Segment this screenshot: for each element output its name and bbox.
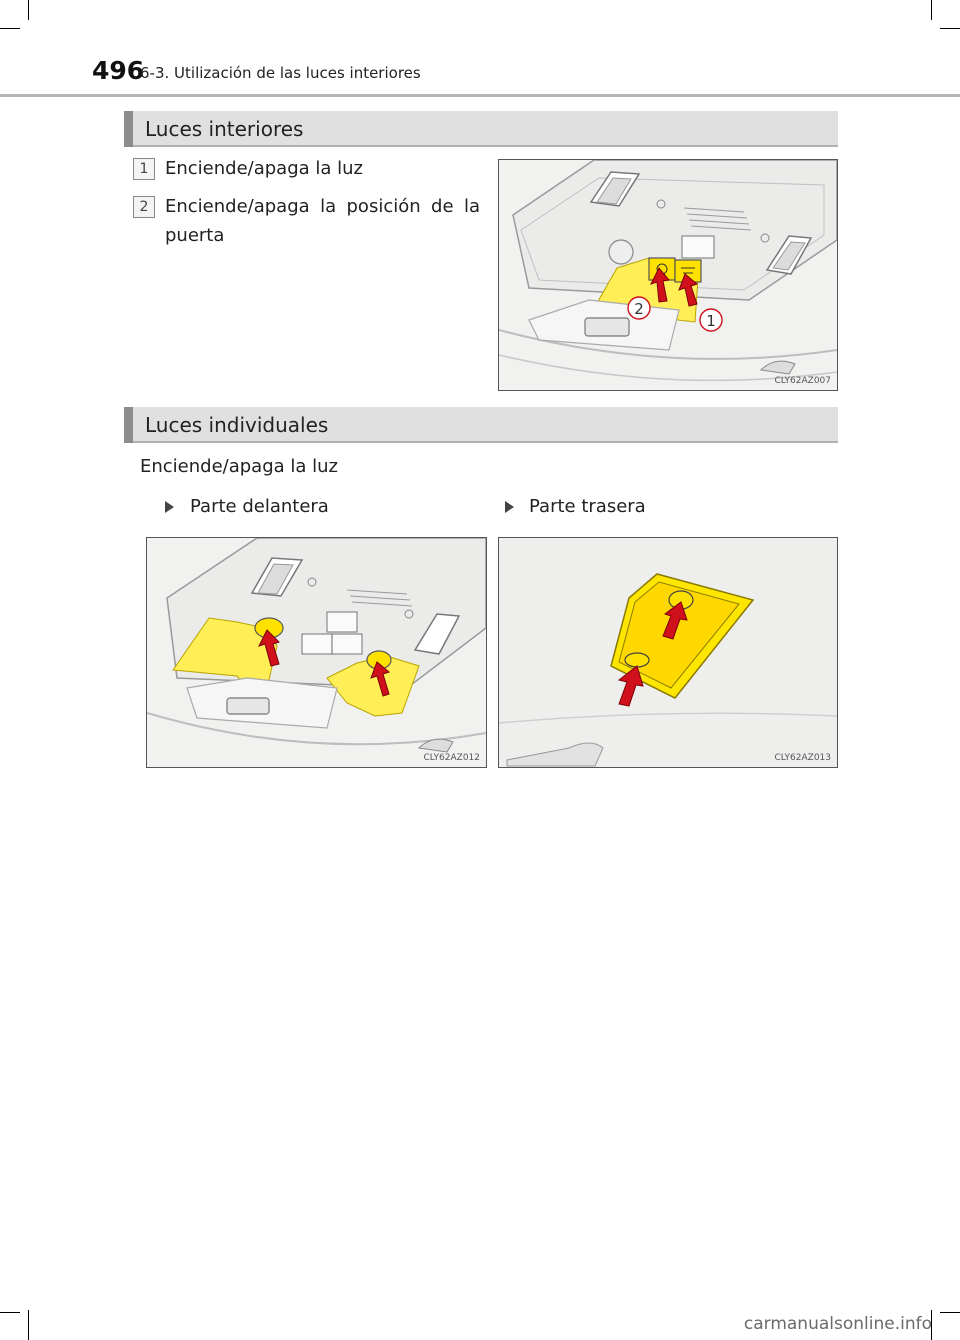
page-number: 496 bbox=[92, 56, 145, 85]
crop-mark bbox=[28, 0, 29, 20]
figure-code: CLY62AZ012 bbox=[423, 753, 480, 763]
header-divider bbox=[0, 94, 960, 97]
section-title: Luces interiores bbox=[145, 117, 304, 141]
crop-mark bbox=[0, 28, 20, 29]
crop-mark bbox=[940, 28, 960, 29]
front-label: Parte delantera bbox=[190, 496, 329, 517]
section-heading: 6-3. Utilización de las luces interiores bbox=[140, 64, 421, 82]
crop-mark bbox=[931, 0, 932, 20]
item-text-2: Enciende/apaga la posición de la bbox=[165, 196, 480, 217]
figure-overhead-console bbox=[498, 159, 838, 391]
item-text-2-continued: puerta bbox=[165, 225, 225, 246]
bar-underline bbox=[133, 145, 838, 147]
front-lights-illustration bbox=[147, 538, 486, 767]
item-text-1: Enciende/apaga la luz bbox=[165, 158, 363, 179]
item-number-2: 2 bbox=[133, 196, 155, 218]
figure-rear-lights bbox=[498, 537, 838, 768]
figure-code: CLY62AZ013 bbox=[774, 753, 831, 763]
figure-code: CLY62AZ007 bbox=[774, 376, 831, 386]
callout-1: 1 bbox=[706, 312, 716, 330]
section-title: Luces individuales bbox=[145, 413, 329, 437]
rear-lights-illustration bbox=[499, 538, 837, 767]
rear-label: Parte trasera bbox=[529, 496, 646, 517]
crop-mark bbox=[0, 1312, 20, 1313]
section-bar-luces-individuales bbox=[124, 407, 838, 443]
bar-underline bbox=[133, 441, 838, 443]
crop-mark bbox=[28, 1310, 29, 1340]
overhead-console-illustration bbox=[499, 160, 837, 390]
item-number-1: 1 bbox=[133, 158, 155, 180]
watermark: carmanualsonline.info bbox=[743, 1314, 932, 1334]
figure-front-lights bbox=[146, 537, 487, 768]
intro-text: Enciende/apaga la luz bbox=[140, 456, 338, 477]
bullet-triangle-icon bbox=[165, 501, 174, 513]
callout-2: 2 bbox=[634, 300, 644, 318]
crop-mark bbox=[940, 1312, 960, 1313]
section-bar-luces-interiores bbox=[124, 111, 838, 147]
bullet-triangle-icon bbox=[505, 501, 514, 513]
